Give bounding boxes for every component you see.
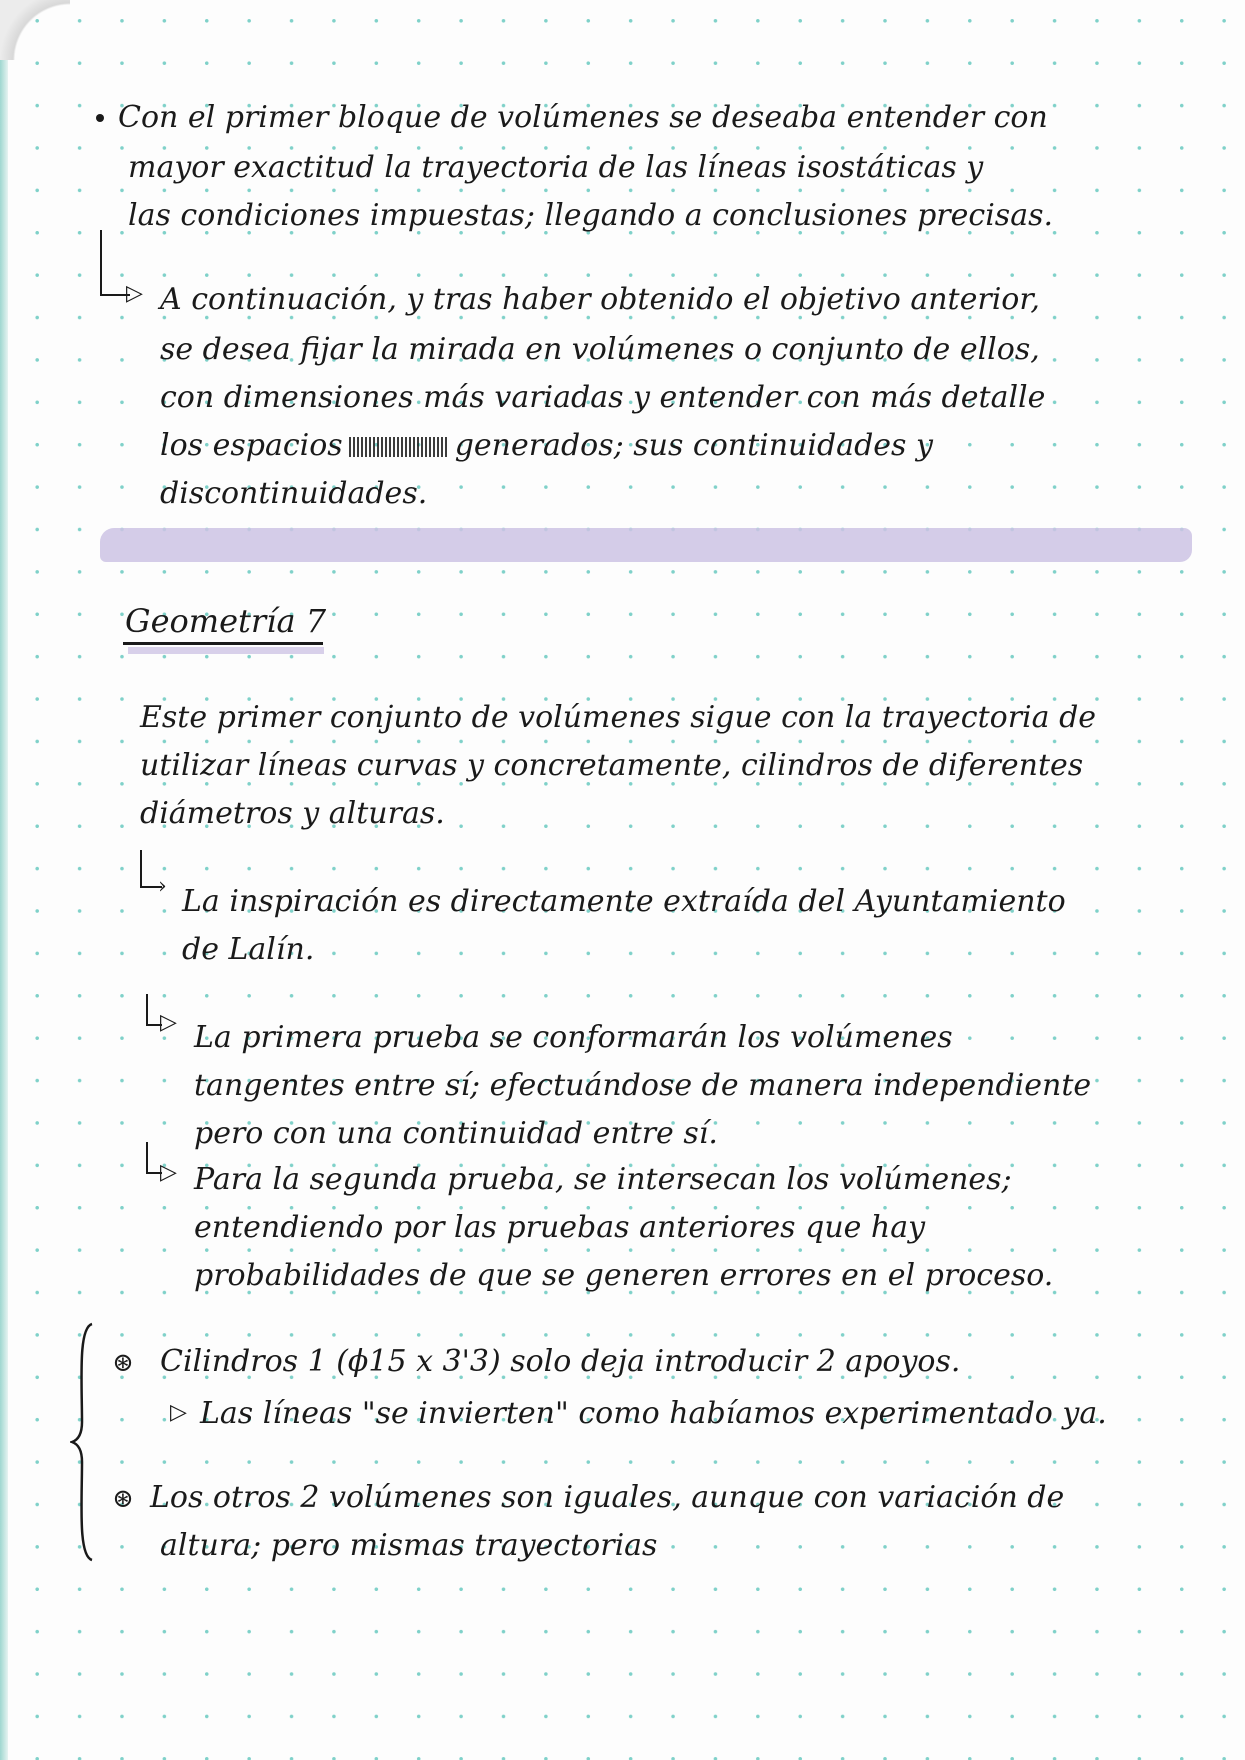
heading-highlight [128,647,324,654]
arrow-right-icon: ▷ [126,281,143,306]
intro-line-1: Con el primer bloque de volúmenes se deseaba entender con [118,100,1048,135]
observation-1-main: Cilindros 1 (ϕ15 x 3'3) solo deja introducir 2 apoyos. [160,1344,961,1379]
note-3-line-2: entendiendo por las pruebas anteriores que hay [194,1210,926,1245]
sub-line-2: se desea fijar la mirada en volúmenes o conjunto de ellos, [160,332,1040,367]
scribble-mark [349,437,449,457]
note-3-line-1: Para la segunda prueba, se intersecan los volúmenes; [194,1162,1012,1197]
bullet-dot-icon [96,114,104,122]
note-3-line-3: probabilidades de que se generen errores en el proceso. [194,1258,1054,1293]
paragraph-line-3: diámetros y alturas. [140,796,445,831]
sub-line-5: discontinuidades. [160,476,428,511]
note-2-line-3: pero con una continuidad entre sí. [194,1116,718,1151]
intro-line-2: mayor exactitud la trayectoria de las líneas isostáticas y [128,150,984,185]
observation-1-sub: Las líneas "se invierten" como habíamos experimentado ya. [200,1396,1107,1431]
note-1-line-2: de Lalín. [182,932,315,967]
paragraph-line-1: Este primer conjunto de volúmenes sigue con la trayectoria de [140,700,1097,735]
arrow-right-icon: ▷ [160,1160,177,1185]
curly-brace-icon [70,1322,96,1562]
arrow-right-icon: › [158,874,167,899]
note-1-line-1: La inspiración es directamente extraída del Ayuntamiento [182,884,1066,919]
highlighter-divider [100,528,1192,562]
section-heading: Geometría 7 [125,602,327,640]
sub-line-4 [160,428,933,464]
note-2-line-2: tangentes entre sí; efectuándose de manera independiente [194,1068,1092,1103]
observation-2-line-2: altura; pero mismas trayectorias [160,1528,658,1563]
observation-2-line-1: Los otros 2 volúmenes son iguales, aunque con variación de [150,1480,1065,1515]
arrow-right-icon: ▷ [170,1400,187,1425]
asterisk-circle-icon: ⊛ [112,1348,134,1378]
sub-line-3: con dimensiones más variadas y entender con más detalle [160,380,1046,415]
sub-line-4-start: los espacios [160,428,343,463]
asterisk-circle-icon: ⊛ [112,1484,134,1514]
arrow-right-icon: ▷ [160,1010,177,1035]
heading-underline [123,642,323,645]
sub-line-1: A continuación, y tras haber obtenido el objetivo anterior, [160,282,1040,317]
sub-line-4-end: generados; sus continuidades y [454,428,933,463]
intro-line-3: las condiciones impuestas; llegando a conclusiones precisas. [128,198,1054,233]
paragraph-line-2: utilizar líneas curvas y concretamente, cilindros de diferentes [140,748,1084,783]
page-edge [0,0,8,1760]
note-2-line-1: La primera prueba se conformarán los volúmenes [194,1020,953,1055]
page-corner [0,0,70,60]
